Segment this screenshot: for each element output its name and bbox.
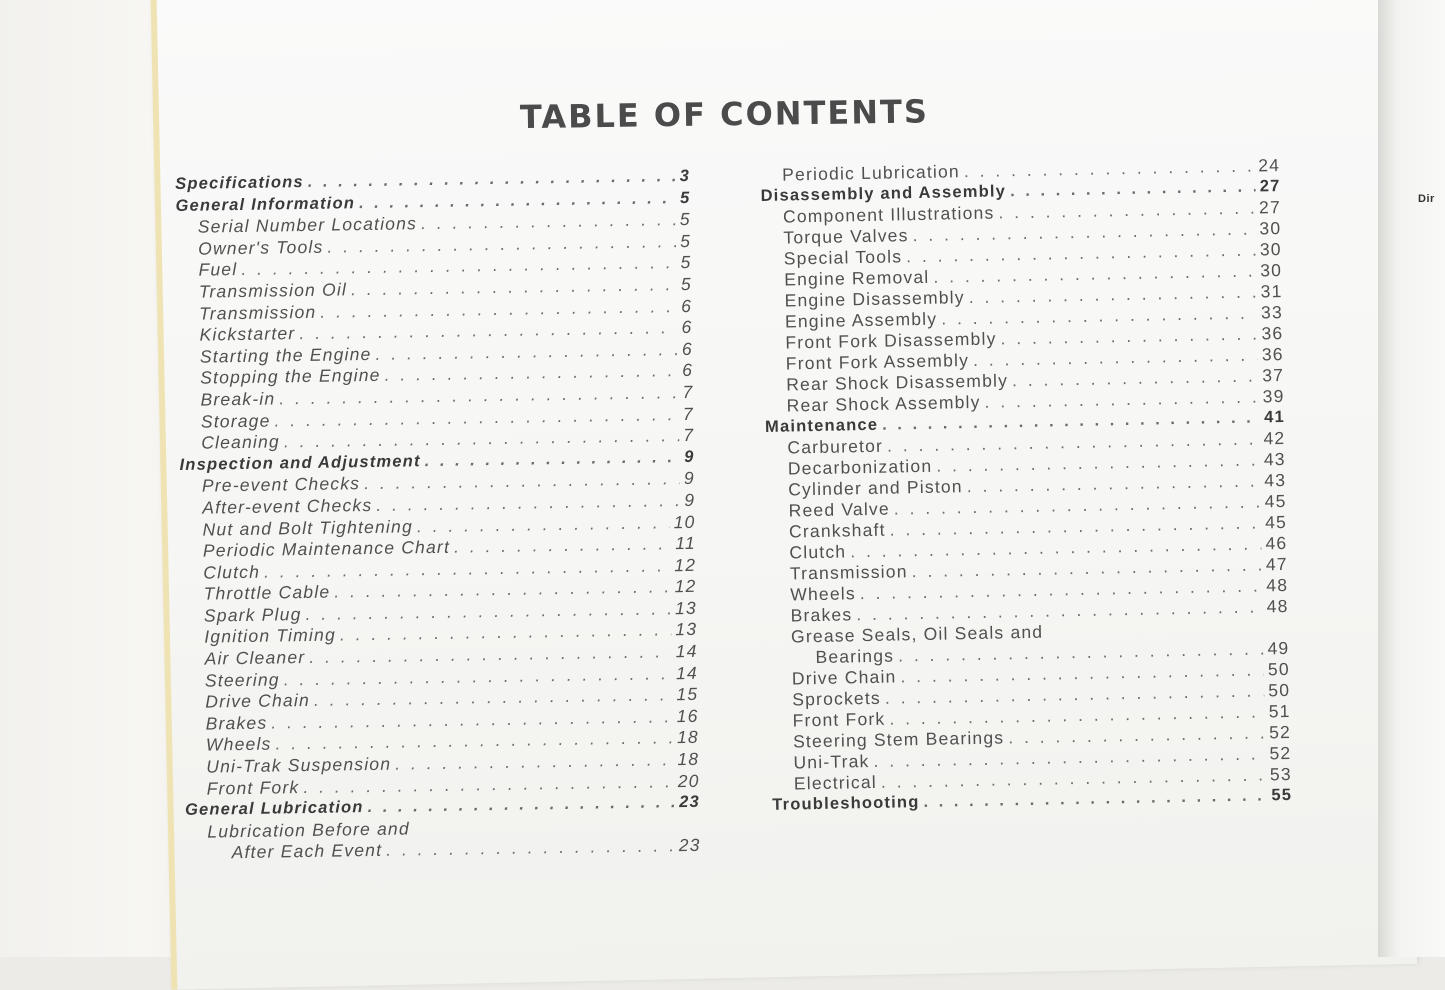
toc-page-number: 37 [1262,364,1285,386]
toc-entry-label: Brakes [790,604,853,626]
toc-page-number: 7 [682,381,694,402]
toc-entry-label: Uni-Trak Suspension [206,753,392,777]
toc-entry-label: Torque Valves [783,225,909,248]
toc-entry-label: Grease Seals, Oil Seals and [790,621,1044,647]
toc-entry-label: Sprockets [792,687,882,710]
toc-page-number: 30 [1260,259,1283,281]
toc-entry-label: Nut and Bolt Tightening [202,515,414,540]
toc-entry-label: Crankshaft [788,519,886,542]
toc-entry-label: Electrical [793,771,878,794]
toc-page-number: 52 [1269,742,1292,764]
toc-entry-label: Engine Assembly [784,308,938,332]
toc-entry-label: Lubrication Before and [207,818,410,842]
toc-entry-label: Engine Removal [784,266,930,290]
next-page-edge-text: Dir [1418,193,1435,205]
toc-entry-label: Inspection and Adjustment [179,451,421,474]
toc-entry-label: Rear Shock Assembly [786,391,981,416]
toc-page-number: 50 [1268,679,1291,701]
toc-page-number: 7 [683,425,695,446]
toc-entry-label: Periodic Maintenance Chart [202,536,451,561]
toc-entry-label: Component Illustrations [782,202,995,227]
toc-entry-label: After Each Event [231,840,383,863]
toc-entry-label: Specifications [175,172,304,193]
toc-page-number: 33 [1260,301,1284,323]
toc-entry-label: Cleaning [201,431,281,453]
toc-entry-label: After-event Checks [202,494,373,518]
toc-entry-label: Cylinder and Piston [788,476,963,500]
toc-entry-label: General Lubrication [184,798,364,820]
toc-entry-label: Disassembly and Assembly [760,182,1007,205]
toc-page-number: 6 [681,295,693,316]
toc-page-number: 46 [1265,532,1288,554]
toc-entry-label: Serial Number Locations [197,213,418,237]
toc-page-number: 13 [675,619,698,640]
toc-entry-label: Reed Valve [788,498,890,521]
toc-page-number: 36 [1261,322,1284,344]
toc-page-number: 14 [675,640,698,662]
toc-page-number: 20 [677,770,700,791]
toc-entry-label: Bearings [815,645,895,668]
toc-entry-label: Front Fork [792,708,886,731]
toc-entry-label: Drive Chain [205,690,311,712]
toc-page-number: 5 [680,273,692,295]
toc-entry-label: Steering [204,669,280,691]
toc-page-number: 6 [681,338,693,359]
toc-page-number: 52 [1268,721,1292,743]
toc-entry-label: Front Fork [206,776,300,799]
toc-page-number: 27 [1259,177,1281,196]
toc-page-number: 16 [676,705,699,727]
toc-entry-label: Periodic Lubrication [781,161,961,185]
toc-entry-label: Uni-Trak [793,751,870,773]
toc-page-number: 43 [1263,448,1286,470]
toc-leader-dots [386,836,675,862]
toc-page-number: 27 [1258,197,1282,218]
toc-page-number: 6 [682,360,694,381]
toc-page-number: 14 [675,662,699,683]
toc-page-number: 12 [674,576,697,597]
toc-page-number: 42 [1263,427,1286,449]
toc-page-number: 5 [680,252,692,273]
toc-page-number: 9 [683,468,695,489]
toc-entry-label: Fuel [198,259,238,281]
toc-entry-label: Maintenance [764,415,879,436]
toc-page-number: 45 [1264,490,1287,512]
toc-entry-label: Starting the Engine [199,343,372,367]
toc-entry-label: Air Cleaner [204,647,306,669]
toc-entry-label: Carburetor [787,435,884,458]
toc-entry-label: Transmission Oil [198,279,348,302]
toc-page-number: 53 [1269,763,1292,785]
toc-page-number: 18 [677,748,700,770]
toc-entry-label: Wheels [790,583,856,605]
toc-entry-label: Kickstarter [199,323,296,345]
toc-page-number: 51 [1268,700,1291,722]
toc-entry-label: Wheels [205,733,272,756]
toc-page-number: 24 [1258,155,1281,176]
toc-page-number: 48 [1266,574,1289,596]
toc-page-number: 49 [1267,637,1290,659]
toc-entry-label: Brakes [205,712,268,734]
toc-page-number: 31 [1260,280,1283,302]
toc-entry-label: Clutch [203,561,261,583]
toc-entry-label: Spark Plug [203,603,302,626]
toc-page-number: 23 [679,793,701,812]
toc-page-number: 5 [679,209,691,230]
toc-entry-label: Engine Disassembly [784,287,965,311]
toc-page-number: 41 [1263,407,1286,427]
toc-page-number: 15 [676,684,699,705]
toc-entry-label: Transmission [789,561,908,584]
next-page-edge [1378,0,1445,957]
toc-entry-label: Rear Shock Disassembly [786,370,1009,395]
toc-entry-label: General Information [175,193,356,215]
toc-page-number: 55 [1271,785,1293,805]
toc-page-number: 43 [1264,469,1287,491]
toc-entry-label: Ignition Timing [204,624,337,648]
toc-leader-dots [1047,633,1285,638]
toc-entry-label: Special Tools [783,246,903,269]
toc-page-number: 30 [1259,239,1282,260]
toc-entry-label: Break-in [200,388,276,410]
toc-page-number: 39 [1262,385,1285,407]
toc-entry-label: Front Fork Disassembly [785,328,997,353]
toc-entry-label: Steering Stem Bearings [792,727,1005,752]
toc-page-number: 23 [678,835,701,856]
page-title: TABLE OF CONTENTS [519,92,930,137]
toc-entry-label: Transmission [199,301,317,324]
toc-page-number: 5 [680,230,692,251]
toc-entry-label: Pre-event Checks [201,473,361,496]
toc-left-column [175,166,701,865]
toc-page-number: 9 [683,447,695,466]
toc-page-number: 6 [681,317,693,338]
toc-entry-label: Decarbonization [787,455,933,479]
toc-entry-label: Front Fork Assembly [785,350,970,374]
toc-page-number: 18 [676,727,700,748]
toc-page-number: 3 [679,166,691,186]
toc-page-number: 50 [1267,658,1290,680]
toc-page-number: 9 [684,489,696,510]
toc-page-number: 10 [673,511,696,532]
toc-entry-label: Stopping the Engine [200,365,381,388]
toc-page-number: 45 [1264,511,1288,533]
toc-entry-label: Drive Chain [791,666,897,689]
toc-leader-dots [414,830,696,834]
toc-page-number: 47 [1265,553,1288,575]
toc-page-number: 11 [675,532,697,554]
toc-entry-label: Storage [200,410,271,432]
toc-entry-label: Owner's Tools [198,236,324,259]
toc-page-number: 30 [1259,218,1282,239]
toc-page-number: 12 [674,554,697,575]
toc-entry-label: Troubleshooting [772,793,920,814]
toc-right-column [760,155,1292,816]
toc-entry-label: Throttle Cable [203,581,331,604]
toc-page-number: 48 [1266,595,1289,617]
toc-page-number: 36 [1261,343,1284,365]
toc-page-number: 5 [679,188,691,207]
toc-page-number: 13 [674,597,698,619]
toc-page-number: 7 [682,403,694,424]
toc-entry-label: Clutch [789,541,847,563]
